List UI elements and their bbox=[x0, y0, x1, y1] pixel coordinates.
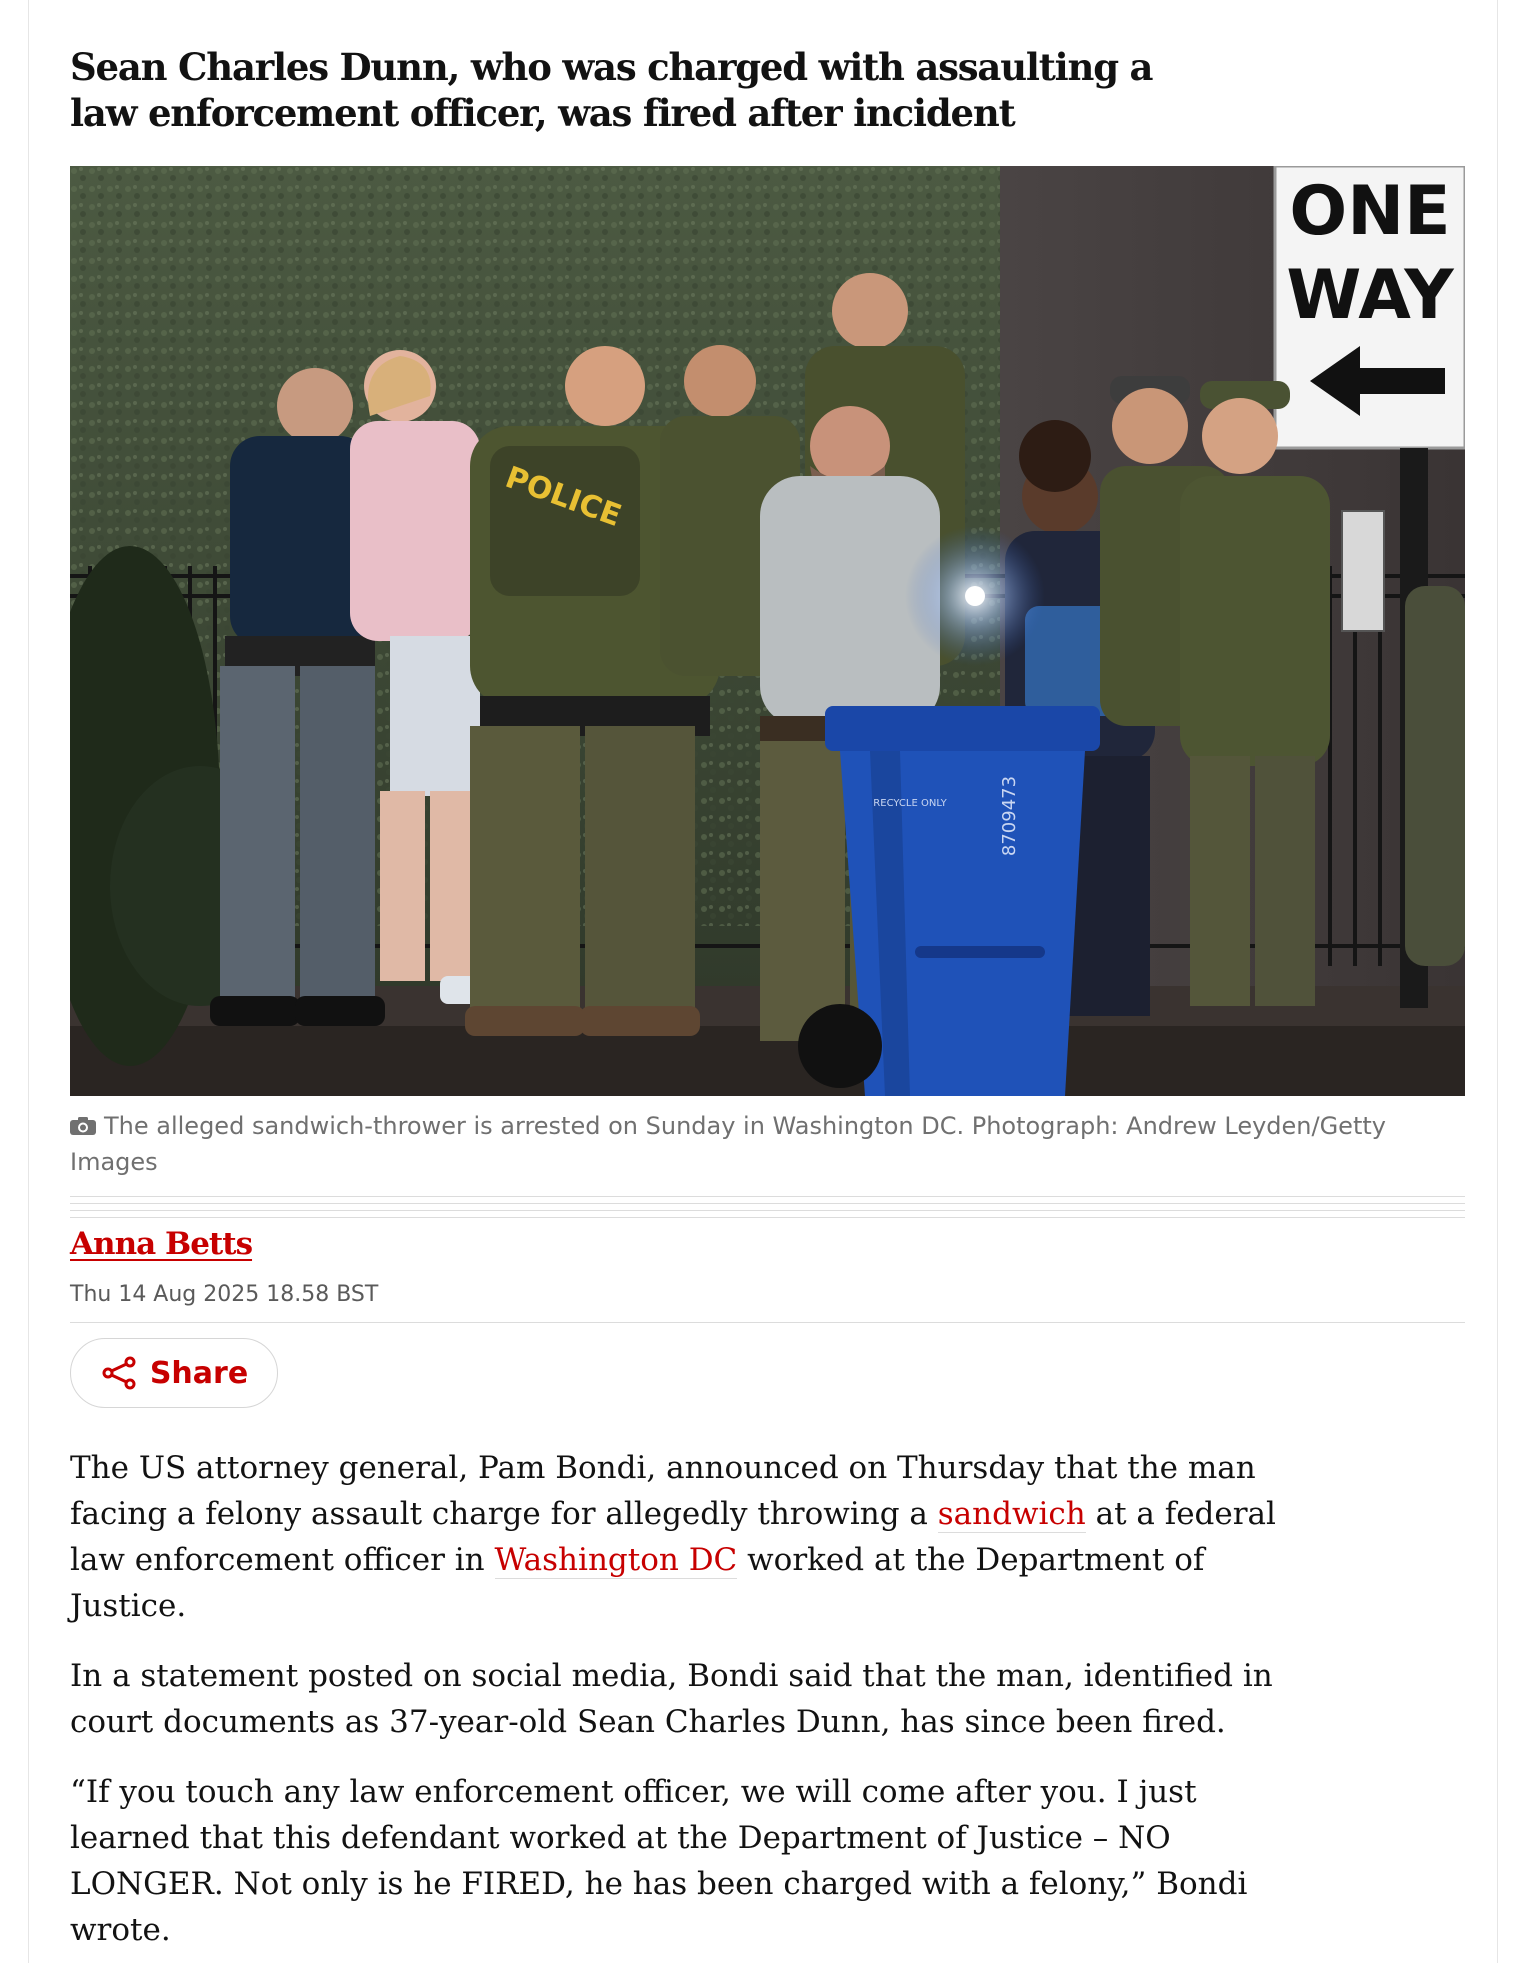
body-paragraph: “If you touch any law enforcement officer, we will come after you. I just learned that this defendant worked at the Department of Justice – NO LONGER. Not only is he FIRED, he has been charged with a felony,” Bondi wrote. bbox=[70, 1774, 1248, 1948]
body-text: worked at the Department of Justice. bbox=[70, 1542, 1205, 1624]
article-standfirst: Sean Charles Dunn, who was charged with assaulting a law enforcement officer, was fired after incident bbox=[70, 45, 1153, 135]
share-button[interactable] bbox=[70, 1338, 278, 1408]
image-caption bbox=[70, 1108, 1465, 1180]
sandwich-link[interactable]: sandwich bbox=[937, 1496, 1086, 1532]
sign-line-two: WAY bbox=[1286, 256, 1454, 335]
bin-number: 8709473 bbox=[999, 775, 1020, 857]
share-label: Share bbox=[149, 1355, 249, 1391]
article bbox=[70, 0, 1465, 1948]
body-text: The US attorney general, Pam Bondi, announced on Thursday that the man facing a felony assault charge for allegedly throwing a bbox=[70, 1450, 1256, 1532]
meta-divider bbox=[70, 1196, 1465, 1220]
body-text: at a federal law enforcement officer in bbox=[70, 1496, 1276, 1578]
bin-label: RECYCLE ONLY bbox=[873, 798, 947, 809]
body-paragraph: In a statement posted on social media, Bondi said that the man, identified in court documents as 37-year-old Sean Charles Dunn, has since been fired. bbox=[70, 1658, 1273, 1740]
article-body bbox=[70, 1445, 1300, 1977]
police-vest-text: POLICE bbox=[500, 460, 626, 535]
washington-dc-link[interactable]: Washington DC bbox=[494, 1542, 738, 1578]
sign-line-one: ONE bbox=[1289, 172, 1451, 251]
article-main-image[interactable] bbox=[70, 166, 1465, 1096]
body-paragraph bbox=[70, 1445, 1300, 1629]
camera-icon bbox=[70, 1117, 96, 1135]
meta-rule bbox=[70, 1322, 1465, 1323]
share-icon bbox=[100, 1356, 138, 1390]
author-link[interactable]: Anna Betts bbox=[70, 1226, 253, 1262]
caption-text: The alleged sandwich-thrower is arrested on Sunday in Washington DC. Photograph: Andrew Leyden/Getty Images bbox=[70, 1112, 1386, 1176]
publish-date: Thu 14 Aug 2025 18.58 BST bbox=[70, 1282, 379, 1307]
arrest-scene-illustration bbox=[70, 166, 1465, 1096]
